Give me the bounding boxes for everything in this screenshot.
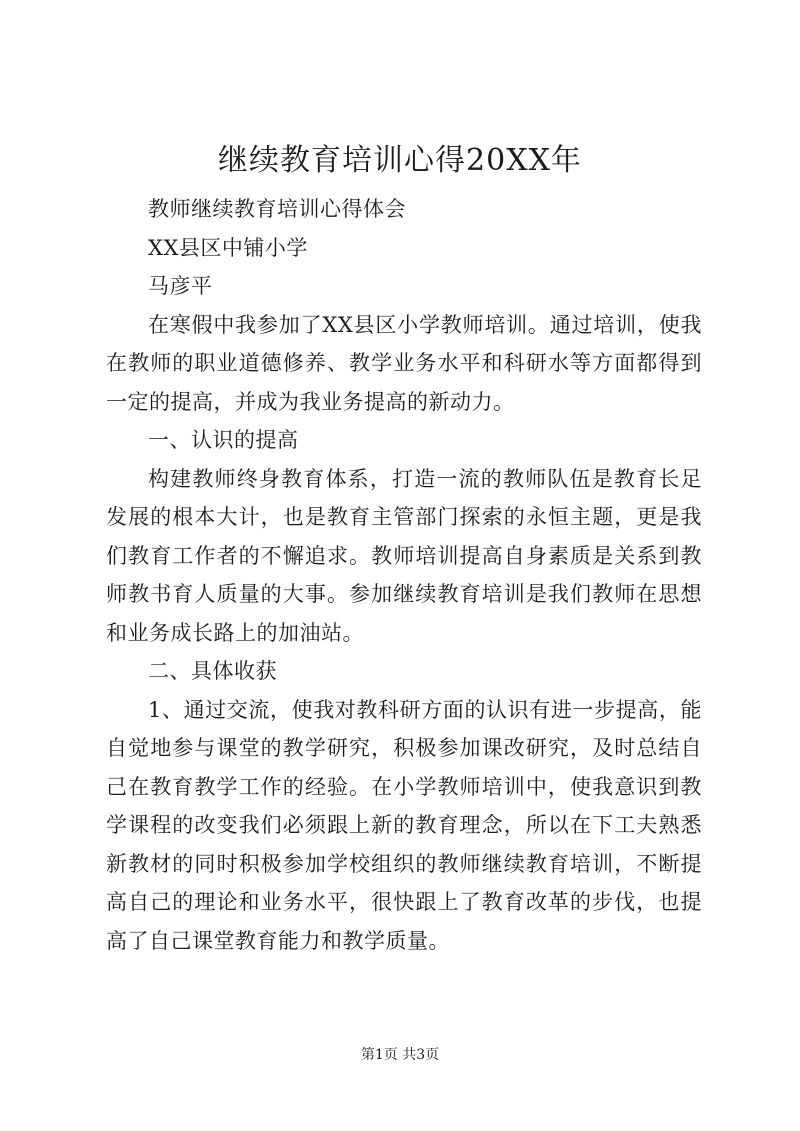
section-heading-2: 二、具体收获 <box>148 659 277 683</box>
body-paragraph-2: 1、通过交流，使我对教科研方面的认识有进一步提高，能自觉地参与课堂的教学研究，积极参加课改研究，及时总结自己在教育教学工作的经验。在小学教师培训中，使我意识到教学课程的改变我们必须跟上新的教育理念，所以在下工夫熟悉新教材的同时积极参加学校组织的教师继续教育培训，不断提高自己的理论和业务水平，很快跟上了教育改革的步伐，也提高了自己课堂教育能力和教学质量。 <box>106 697 702 953</box>
document-body <box>106 190 702 960</box>
body-paragraph-1: 构建教师终身教育体系，打造一流的教师队伍是教育长足发展的根本大计，也是教育主管部门探索的永恒主题，更是我们教育工作者的不懈追求。教师培训提高自身素质是关系到教师教书育人质量的大事。参加继续教育培训是我们教师在思想和业务成长路上的加油站。 <box>106 466 702 645</box>
intro-paragraph: 在寒假中我参加了XX县区小学教师培训。通过培训，使我在教师的职业道德修养、教学业务水平和科研水等方面都得到一定的提高，并成为我业务提高的新动力。 <box>106 312 702 414</box>
author-paragraph: 马彦平 <box>148 274 213 298</box>
document-title: 继续教育培训心得20XX年 <box>218 143 582 178</box>
section-heading-1: 一、认识的提高 <box>148 428 299 452</box>
school-paragraph: XX县区中铺小学 <box>148 235 308 260</box>
page-number-footer: 第1页 共3页 <box>360 1047 440 1063</box>
subtitle-paragraph: 教师继续教育培训心得体会 <box>148 197 406 221</box>
